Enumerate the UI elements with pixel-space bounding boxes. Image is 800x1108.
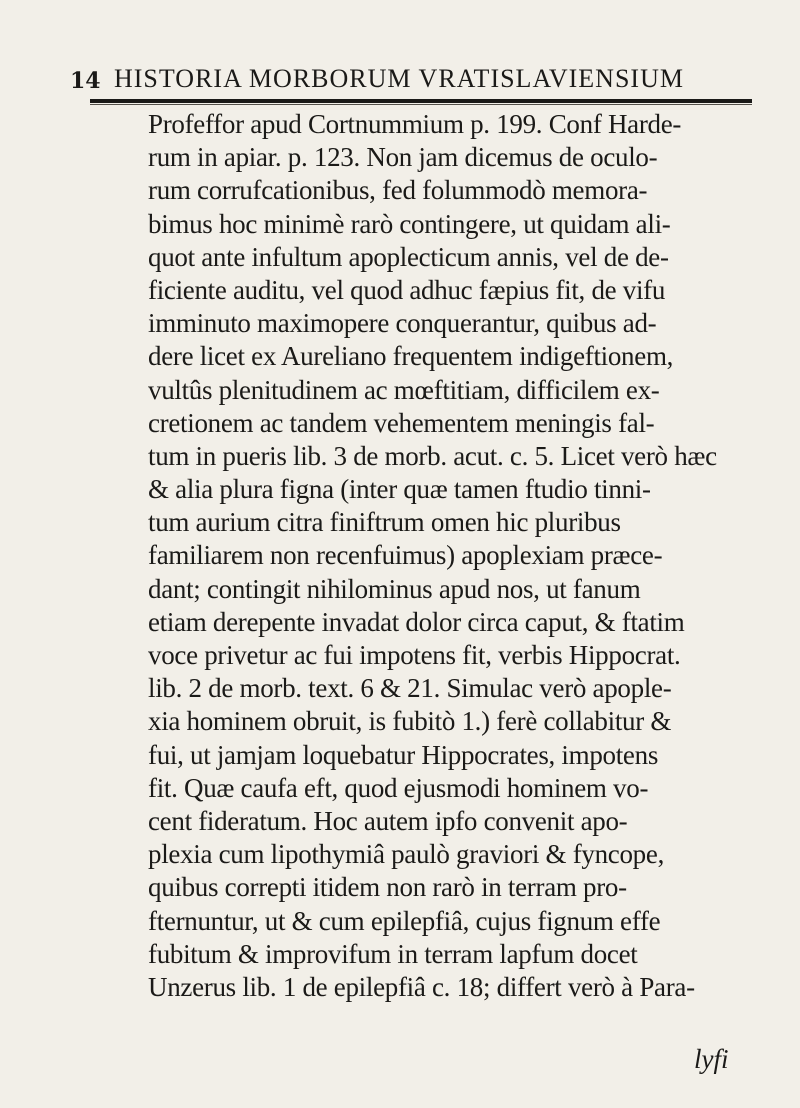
- text-line: imminuto maximopere conquerantur, quibus ad-: [148, 308, 657, 339]
- text-line: fui, ut jamjam loquebatur Hippocrates, impotens: [148, 739, 659, 770]
- text-line: cretionem ac tandem vehementem meningis fal-: [148, 407, 655, 438]
- text-line: voce privetur ac fui impotens fit, verbis Hippocrat.: [148, 640, 681, 670]
- text-line: familiarem non recenfuimus) apoplexiam præce-: [148, 540, 663, 571]
- text-line: lib. 2 de morb. text. 6 & 21. Simulac verò apople-: [148, 673, 672, 704]
- text-line: tum aurium citra finiftrum omen hic pluribus: [148, 507, 621, 538]
- text-line: dant; contingit nihilominus apud nos, ut fanum: [148, 573, 641, 604]
- header-rule: [90, 99, 752, 103]
- text-line: quot ante infultum apoplecticum annis, vel de de-: [148, 241, 669, 272]
- running-title: HISTORIA MORBORUM VRATISLAVIENSIUM: [114, 64, 684, 93]
- text-line: & alia plura figna (inter quæ tamen ftudio tinni-: [148, 474, 651, 505]
- text-line: ficiente auditu, vel quod adhuc fæpius fit, de vifu: [148, 274, 666, 305]
- text-line: tum in pueris lib. 3 de morb. acut. c. 5. Licet verò hæc: [148, 440, 717, 471]
- text-line: xia hominem obruit, is fubitò 1.) ferè collabitur &: [148, 706, 672, 737]
- text-line: dere licet ex Aureliano frequentem indigeftionem,: [148, 341, 674, 372]
- page-number: 14: [70, 68, 101, 94]
- catchword: lyfi: [694, 1044, 729, 1074]
- text-line: fternuntur, ut & cum epilepfiâ, cujus fignum effe: [148, 905, 661, 936]
- text-line: plexia cum lipothymiâ paulò graviori & fyncope,: [148, 839, 665, 870]
- header-rule-thin: [90, 104, 752, 105]
- text-line: bimus hoc minimè rarò contingere, ut quidam ali-: [148, 208, 671, 239]
- text-line: fubitum & improvifum in terram lapfum docet: [148, 938, 638, 969]
- body-text: [148, 108, 748, 1004]
- page-header: [70, 58, 740, 94]
- text-line: Profeffor apud Cortnummium p. 199. Conf Harde-: [148, 109, 682, 139]
- text-line: rum in apiar. p. 123. Non jam dicemus de oculo-: [148, 142, 658, 173]
- text-line: cent fideratum. Hoc autem ipfo convenit apo-: [148, 805, 628, 836]
- text-line: quibus correpti itidem non rarò in terram pro-: [148, 872, 627, 903]
- text-line: etiam derepente invadat dolor circa caput, & ftatim: [148, 606, 685, 637]
- text-line: rum corrufcationibus, fed folummodò memora-: [148, 175, 648, 206]
- text-line: vultûs plenitudinem ac mœftitiam, difficilem ex-: [148, 374, 660, 405]
- text-line: fit. Quæ caufa eft, quod ejusmodi hominem vo-: [148, 772, 649, 803]
- text-line: Unzerus lib. 1 de epilepfiâ c. 18; differt verò à Para-: [148, 971, 695, 1002]
